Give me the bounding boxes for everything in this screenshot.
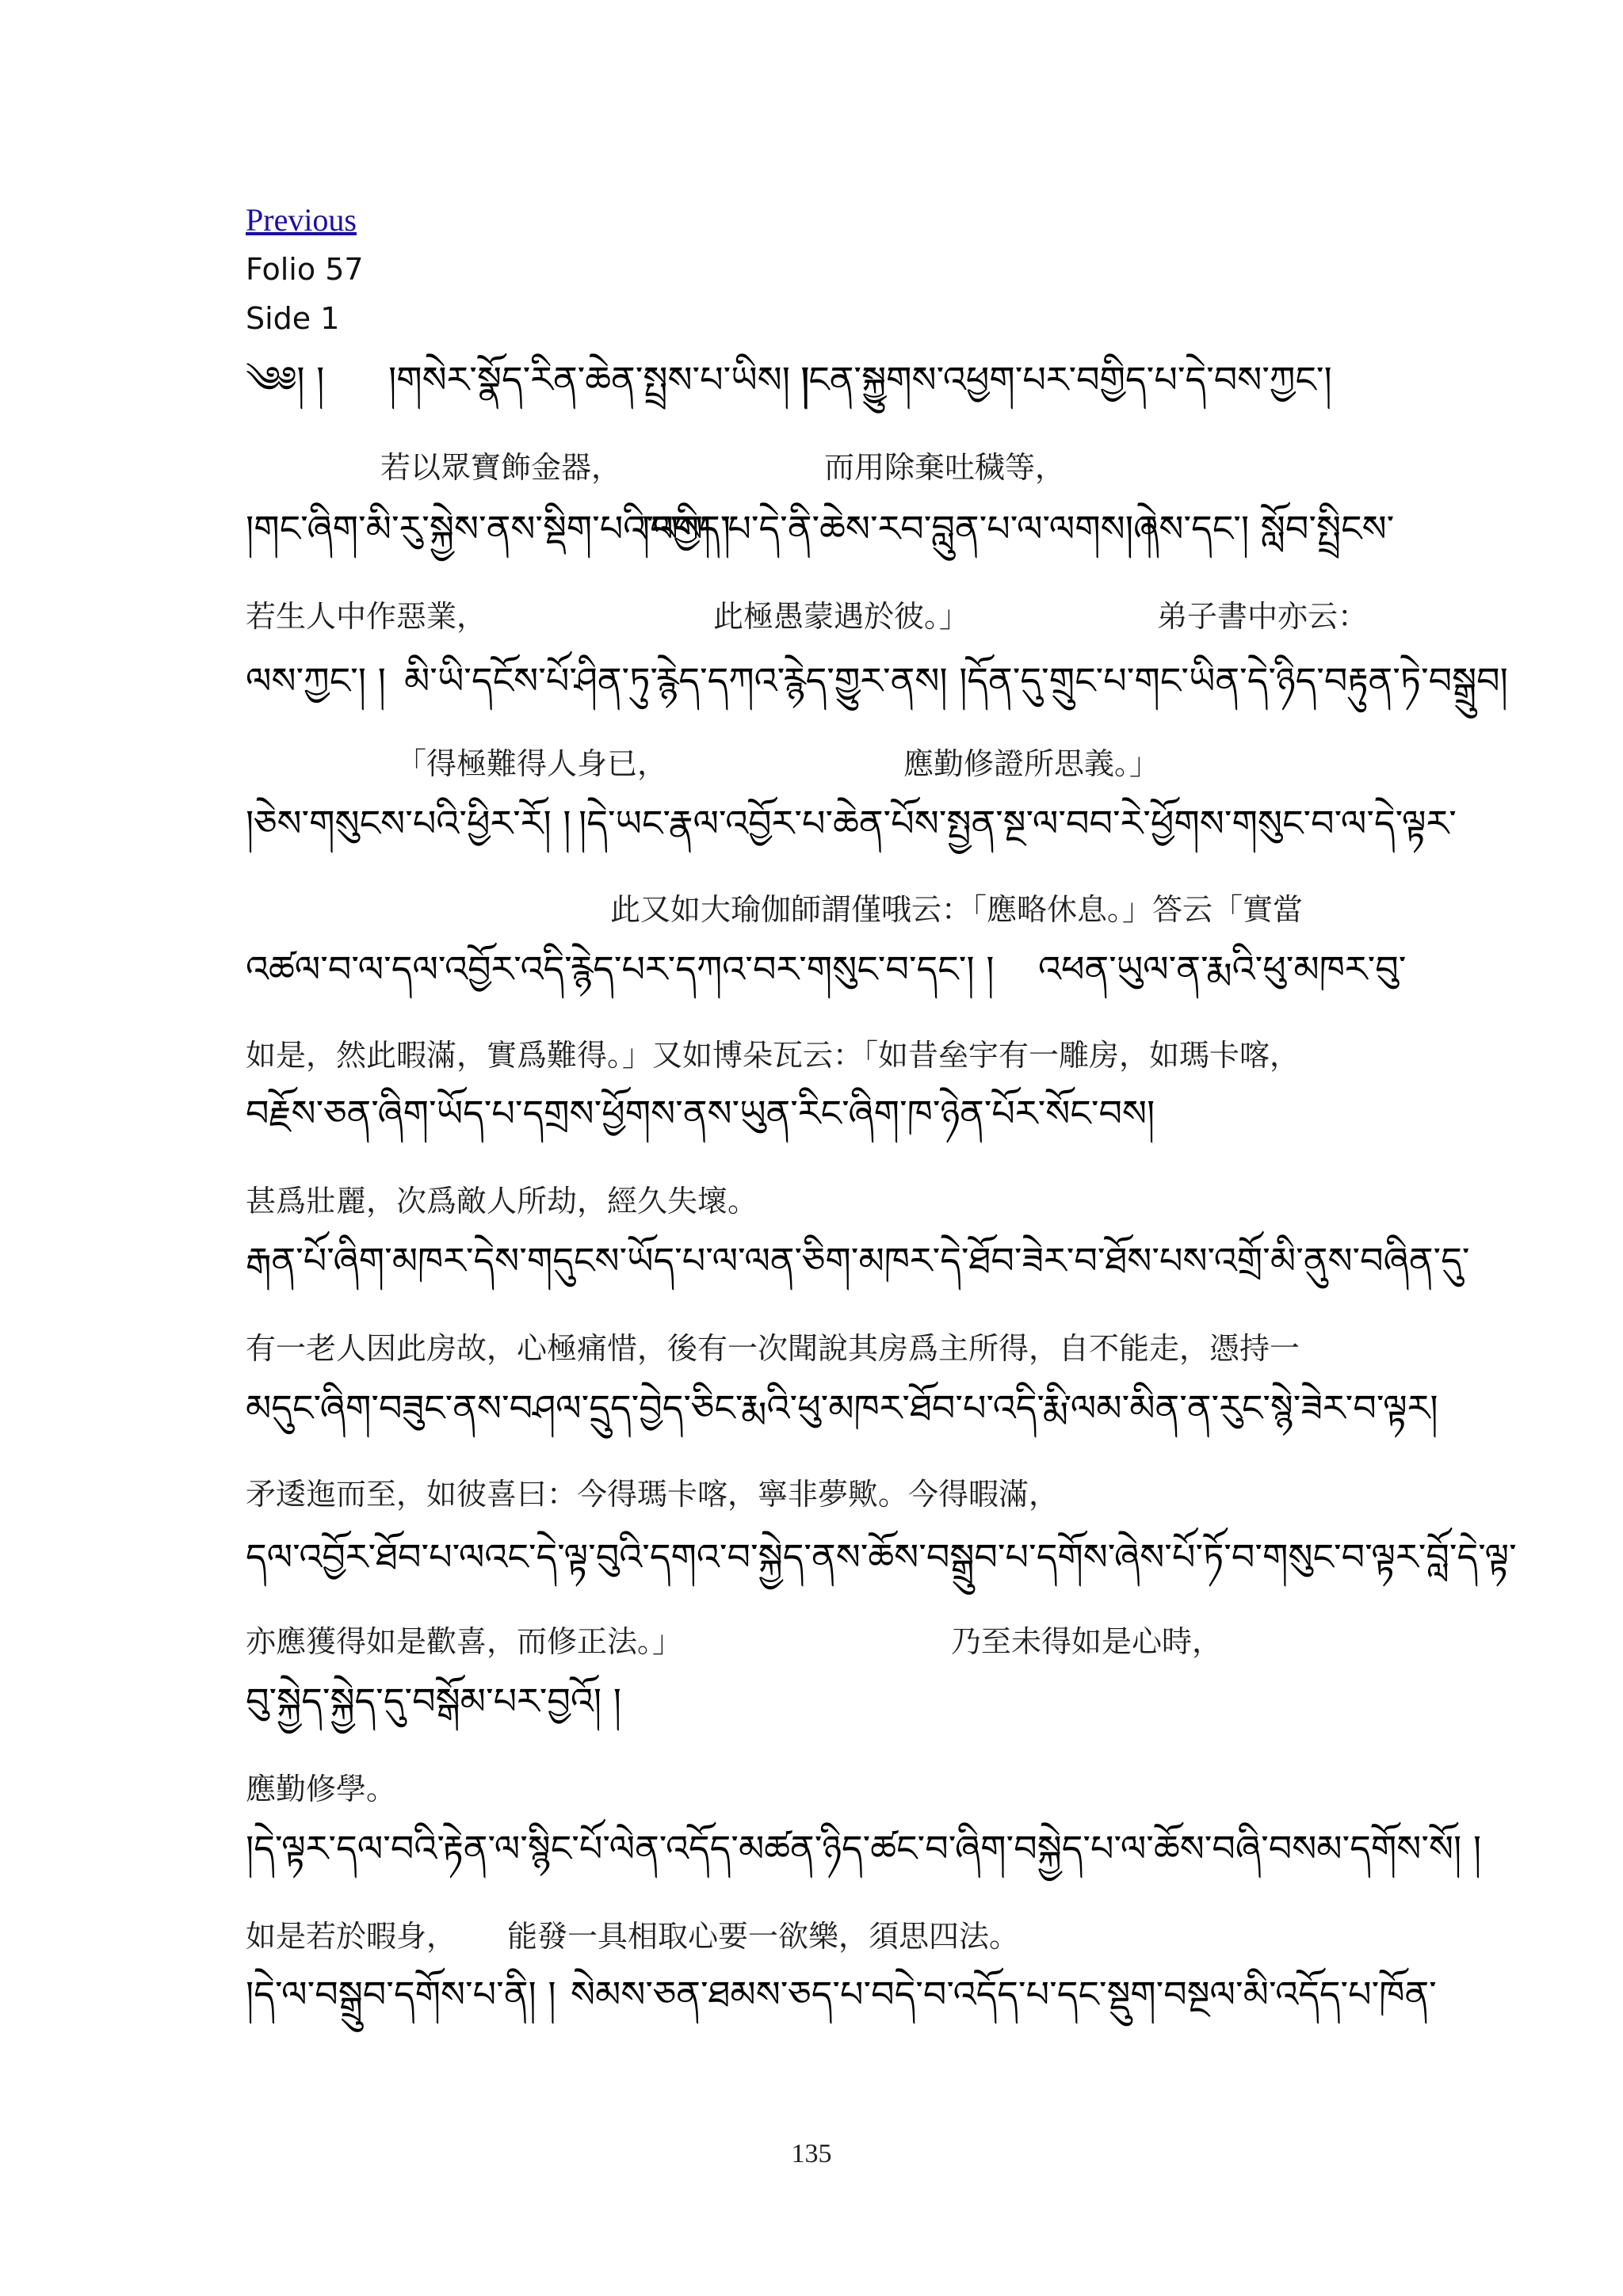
chinese-text: 「得極難得人身已，	[396, 746, 668, 781]
chinese-line	[246, 1772, 1385, 1816]
tibetan-line	[246, 507, 1395, 563]
tibetan-line	[246, 659, 1508, 715]
chinese-text: 若以眾寶飾金器，	[380, 450, 622, 485]
tibetan-text: །ཞེས་དང་། སློབ་སྤྲིངས་	[1125, 507, 1395, 550]
tibetan-text: ༄༅། །	[246, 358, 325, 401]
tibetan-line	[246, 1680, 1385, 1735]
tibetan-line	[246, 358, 1385, 414]
chinese-line	[246, 599, 1385, 643]
tibetan-text: མི་ཡི་དངོས་པོ་ཤིན་ཏུ་རྙེད་དཀའ་རྙེད་གྱུར་ནས། །དོན་དུ་གྲུང་པ་གང་ཡིན་དེ་ཉིད་བརྟུན་ཏེ་བསྒྲུབ།	[404, 659, 1508, 702]
side-label: Side 1	[246, 301, 340, 336]
chinese-text: 而用除棄吐穢等，	[824, 450, 1066, 485]
tibetan-line	[246, 1973, 1437, 2028]
folio-label: Folio 57	[246, 252, 364, 287]
chinese-text: 乃至未得如是心時，	[951, 1624, 1223, 1659]
page-number: 135	[791, 2139, 832, 2168]
chinese-line	[246, 1184, 1385, 1228]
tibetan-line	[246, 1535, 1517, 1591]
chinese-line	[246, 1919, 1385, 1963]
tibetan-line	[246, 802, 1457, 857]
tibetan-text: སེམས་ཅན་ཐམས་ཅད་པ་བདེ་བ་འདོད་པ་དང་སྡུག་བསྔལ་མི་འདོད་པ་ཁོན་	[571, 1973, 1437, 2016]
tibetan-text: འཚལ་བ་ལ་དལ་འབྱོར་འདི་རྙེད་པར་དཀའ་བར་གསུང་བ་དང་། །	[246, 948, 995, 990]
tibetan-text: །ཅེས་གསུངས་པའི་ཕྱིར་རོ། །	[246, 802, 571, 845]
chinese-line	[246, 1331, 1385, 1375]
tibetan-line	[246, 948, 1407, 1003]
chinese-text: 甚爲壯麗，次爲敵人所劫，經久失壞。	[246, 1184, 758, 1219]
tibetan-text: །གསེར་སྣོད་རིན་ཆེན་སྤྲས་པ་ཡིས། །	[388, 358, 810, 401]
chinese-line	[246, 450, 1385, 494]
chinese-text: 若生人中作惡業，	[246, 599, 487, 634]
chinese-line	[246, 746, 1385, 791]
chinese-text: 亦應獲得如是歡喜，而修正法。」	[246, 1624, 683, 1659]
tibetan-text: །དེ་ལ་བསྒྲུབ་དགོས་པ་ནི། །	[246, 1973, 556, 2016]
tibetan-line	[246, 1239, 1470, 1295]
chinese-text: 如是，然此暇滿，實爲難得。」又如博朵瓦云：「如昔垒宇有一雕房，如瑪卡喀，	[246, 1038, 1300, 1073]
chinese-text: 應勤修學。	[246, 1772, 397, 1806]
chinese-text: 如是若於暇身，	[246, 1919, 457, 1954]
chinese-text: 有一老人因此房故，心極痛惜，後有一次聞說其房爲主所得，自不能走，憑持一	[246, 1331, 1300, 1366]
tibetan-line	[246, 1092, 1385, 1147]
tibetan-text: མདུང་ཞིག་བཟུང་ནས་བཤལ་དྲུད་བྱེད་ཅིང་རྨའི་ཕུ་མཁར་ཐོབ་པ་འདི་རྨི་ལམ་མིན་ན་རུང་སྙེ་ཟེར་བ་ལྟར།	[246, 1386, 1438, 1429]
tibetan-text: །ངན་སྐྱུགས་འཕྱག་པར་བགྱིད་པ་དེ་བས་ཀྱང་།	[800, 358, 1332, 401]
tibetan-text: ལས་ཀྱང་། །	[246, 659, 386, 702]
tibetan-line	[246, 1827, 1482, 1882]
tibetan-text: །དེ་ཡང་རྣལ་འབྱོར་པ་ཆེན་པོས་སྤྱན་སྔ་ལ་བབ་རེ་ཕྱོགས་གསུང་བ་ལ་དེ་ལྟར་	[579, 802, 1457, 845]
tibetan-text: །བགྱིད་པ་དེ་ནི་ཆེས་རབ་བླུན་པ་ལ་ལགས། །	[642, 507, 1153, 550]
tibetan-text: །དེ་ལྟར་དལ་བའི་རྟེན་ལ་སྙིང་པོ་ལེན་འདོད་མཚན་ཉིད་ཚང་བ་ཞིག་བསྐྱེད་པ་ལ་ཆོས་བཞི་བསམ་དགོས་སོ། །	[246, 1827, 1482, 1870]
chinese-text: 此又如大瑜伽師謂僅哦云：「應略休息。」答云「實當	[610, 892, 1304, 927]
chinese-line	[246, 1038, 1385, 1082]
tibetan-text: རྒན་པོ་ཞིག་མཁར་དེས་གདུངས་ཡོད་པ་ལ་ལན་ཅིག་མཁར་དེ་ཐོབ་ཟེར་བ་ཐོས་པས་འགྲོ་མི་ནུས་བཞིན་དུ་	[246, 1239, 1470, 1282]
chinese-text: 弟子書中亦云：	[1157, 599, 1369, 634]
tibetan-text: དལ་འབྱོར་ཐོབ་པ་ལའང་དེ་ལྟ་བུའི་དགའ་བ་སྐྱེད་ནས་ཆོས་བསྒྲུབ་པ་དགོས་ཞེས་པོ་ཏོ་བ་གསུང་བ་ལྟར་བློ་དེ་ལྟ་	[246, 1535, 1517, 1578]
chinese-text: 應勤修證所思義。」	[903, 746, 1160, 781]
chinese-text: 能發一具相取心要一欲樂，須思四法。	[507, 1919, 1020, 1954]
chinese-text: 此極愚蒙遇於彼。」	[713, 599, 970, 634]
chinese-line	[246, 1624, 1385, 1669]
previous-link[interactable]: Previous	[246, 202, 357, 238]
chinese-line	[246, 892, 1385, 936]
tibetan-line	[246, 1386, 1438, 1442]
tibetan-text: བརྗོས་ཅན་ཞིག་ཡོད་པ་དགྲས་ཕྱོགས་ནས་ཡུན་རིང་ཞིག་ཁ་ཉེན་པོར་སོང་བས།	[246, 1092, 1155, 1135]
tibetan-text: བུ་སྐྱེད་སྐྱེད་དུ་བསྒོམ་པར་བྱའོ། །	[246, 1680, 621, 1722]
chinese-text: 矛逶迤而至，如彼喜曰：今得瑪卡喀，寧非夢歟。今得暇滿，	[246, 1477, 1060, 1512]
tibetan-text: །གང་ཞིག་མི་རུ་སྐྱེས་ནས་སྡིག་པའི་ལས། །	[246, 507, 731, 550]
chinese-line	[246, 1477, 1385, 1521]
tibetan-text: འཕན་ཡུལ་ན་རྨའི་ཕུ་མཁར་བུ་	[1038, 948, 1407, 990]
